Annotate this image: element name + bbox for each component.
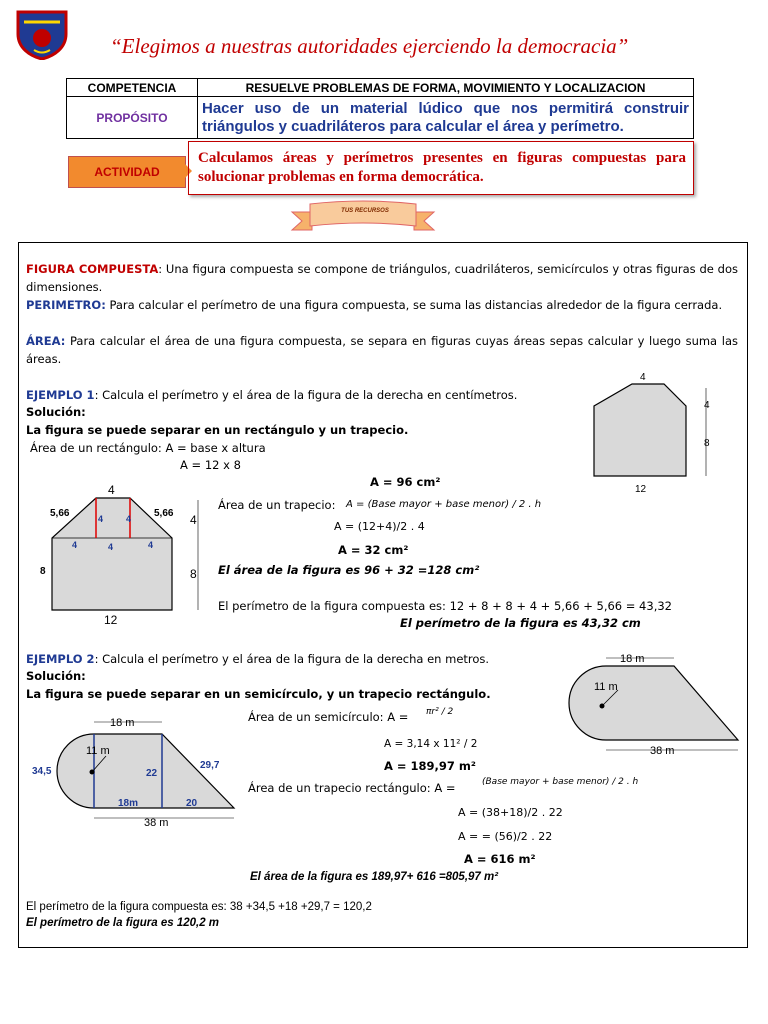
competencia-value: RESUELVE PROBLEMAS DE FORMA, MOVIMIENTO Y LOCALIZACION: [198, 79, 694, 97]
example1-dec-base: 12: [104, 613, 118, 627]
example1-perim-calc: El perímetro de la figura compuesta es: 12 + 8 + 8 + 4 + 5,66 + 5,66 = 43,32: [218, 599, 672, 613]
example1-shape: [594, 384, 686, 476]
def-figura-term: FIGURA COMPUESTA: [26, 262, 159, 276]
example1-rect-sub: A = 12 x 8: [180, 458, 241, 472]
example1-decomposition: [26, 478, 216, 630]
example2-perim-total: El perímetro de la figura es 120,2 m: [26, 917, 220, 929]
example2-perim-calc: El perímetro de la figura compuesta es: 38 +34,5 +18 +29,7 = 120,2: [26, 901, 372, 913]
example1-dec-inner-5: 4: [148, 540, 154, 550]
example2-dec-h: 22: [146, 768, 158, 779]
example1-dec-h: 4: [190, 513, 197, 527]
example2-trap-label: Área de un trapecio rectángulo: A =: [248, 781, 456, 795]
example1-dec-inner-3: 4: [72, 540, 78, 550]
example1-fig-side1: 4: [704, 400, 710, 411]
example1-dec-inner-2: 4: [126, 514, 132, 524]
recursos-label: TUS RECURSOS: [341, 208, 389, 214]
example2-split: La figura se puede separar en un semicírculo, y un trapecio rectángulo.: [26, 687, 491, 701]
example2-heading: [26, 650, 566, 668]
example2-trap-formula: (Base mayor + base menor) / 2 . h: [482, 777, 639, 787]
example2-trap-sub1: A = (38+18)/2 . 22: [458, 806, 563, 819]
example1-dec-slant-right: 5,66: [154, 508, 174, 519]
example1-fig-top: 4: [640, 372, 646, 383]
example2-fig-radius: 11 m: [594, 681, 618, 693]
example2-semi-label: Área de un semicírculo: A =: [248, 710, 409, 724]
example1-heading: [26, 386, 566, 404]
example1-dec-top: 4: [108, 483, 115, 497]
school-logo: [14, 8, 70, 60]
def-figura: [26, 260, 738, 296]
example1-trap-formula: A = (Base mayor + base menor) / 2 . h: [346, 499, 542, 510]
example2-trap-sub2: A = = (56)/2 . 22: [458, 830, 553, 843]
def-perimetro: [26, 296, 738, 314]
example1-rect-formula: Área de un rectángulo: A = base x altura: [30, 441, 266, 455]
example2-semi-sub: A = 3,14 x 11² / 2: [384, 738, 478, 750]
example1-rect-result: A = 96 cm²: [370, 475, 441, 489]
example2-trap-result: A = 616 m²: [464, 852, 536, 866]
def-area: [26, 332, 738, 368]
example2-prompt: : Calcula el perímetro y el área de la figura de la derecha en metros.: [94, 652, 490, 666]
example1-figure: [580, 368, 730, 498]
example2-dec-b1: 18m: [118, 798, 139, 809]
example2-dec-base: 38 m: [144, 817, 169, 829]
example1-area-total: El área de la figura es 96 + 32 =128 cm²: [218, 563, 480, 577]
ribbon-banner-icon: [290, 198, 436, 238]
example2-dec-arc: 34,5: [32, 766, 52, 777]
example2-decomposition: [26, 712, 248, 834]
competencia-label: COMPETENCIA: [67, 79, 198, 97]
example1-trap-label: Área de un trapecio:: [218, 498, 336, 512]
example1-perim-total: El perímetro de la figura es 43,32 cm: [400, 616, 641, 630]
def-area-text: Para calcular el área de una figura compuesta, se separa en figuras cuyas áreas sepas calcular y luego suma las áreas.: [26, 334, 738, 366]
example1-fig-side2: 8: [704, 438, 710, 449]
actividad-label: ACTIVIDAD: [68, 156, 186, 188]
example2-label: EJEMPLO 2: [26, 652, 95, 666]
example1-dec-inner-4: 4: [108, 542, 114, 552]
example1-dec-inner-1: 4: [98, 514, 104, 524]
example2-fig-top: 18 m: [620, 653, 645, 665]
example1-label: EJEMPLO 1: [26, 388, 95, 402]
example1-split: La figura se puede separar en un rectángulo y un trapecio.: [26, 423, 409, 437]
page-title: “Elegimos a nuestras autoridades ejerciendo la democracia”: [110, 34, 629, 58]
example1-dec-slant-left: 5,66: [50, 508, 70, 519]
example1-trap-result: A = 32 cm²: [338, 543, 409, 557]
proposito-label: PROPÓSITO: [67, 97, 198, 139]
actividad-text: Calculamos áreas y perímetros presentes en figuras compuestas para solucionar problemas en forma democrática.: [198, 150, 686, 185]
example2-dec-slant: 29,7: [200, 760, 220, 771]
example1-trap-sub: A = (12+4)/2 . 4: [334, 520, 425, 533]
proposito-text: Hacer uso de un material lúdico que nos permitirá construir triángulos y cuadriláteros para calcular el área y perímetro.: [198, 97, 694, 139]
example1-solucion: Solución:: [26, 405, 86, 419]
example2-solucion: Solución:: [26, 669, 86, 683]
example1-prompt: : Calcula el perímetro y el área de la figura de la derecha en centímetros.: [94, 388, 518, 402]
example2-dec-radius: 11 m: [86, 745, 110, 757]
example2-figure: [562, 648, 744, 760]
example2-shape: [569, 666, 738, 740]
def-area-term: ÁREA:: [26, 334, 66, 348]
def-perimetro-term: PERIMETRO:: [26, 298, 106, 312]
def-figura-text: : Una figura compuesta se compone de triángulos, cuadriláteros, semicírculos y otras figuras de dos dimensiones.: [26, 262, 738, 294]
competencia-table: [66, 78, 694, 139]
example1-dec-h2: 8: [190, 567, 197, 581]
example2-fig-base: 38 m: [650, 745, 675, 757]
example2-dec-b2: 20: [186, 798, 198, 809]
example2-area-total: El área de la figura es 189,97+ 616 =805,97 m²: [250, 871, 499, 883]
example2-dec-top: 18 m: [110, 717, 135, 729]
example2-semi-result: A = 189,97 m²: [384, 759, 476, 773]
example1-dec-left: 8: [40, 566, 46, 577]
def-perimetro-text: Para calcular el perímetro de una figura compuesta, se suma las distancias alrededor de la figura cerrada.: [105, 298, 723, 312]
example2-semi-formula: πr² / 2: [426, 707, 454, 717]
example1-fig-base: 12: [635, 484, 647, 495]
